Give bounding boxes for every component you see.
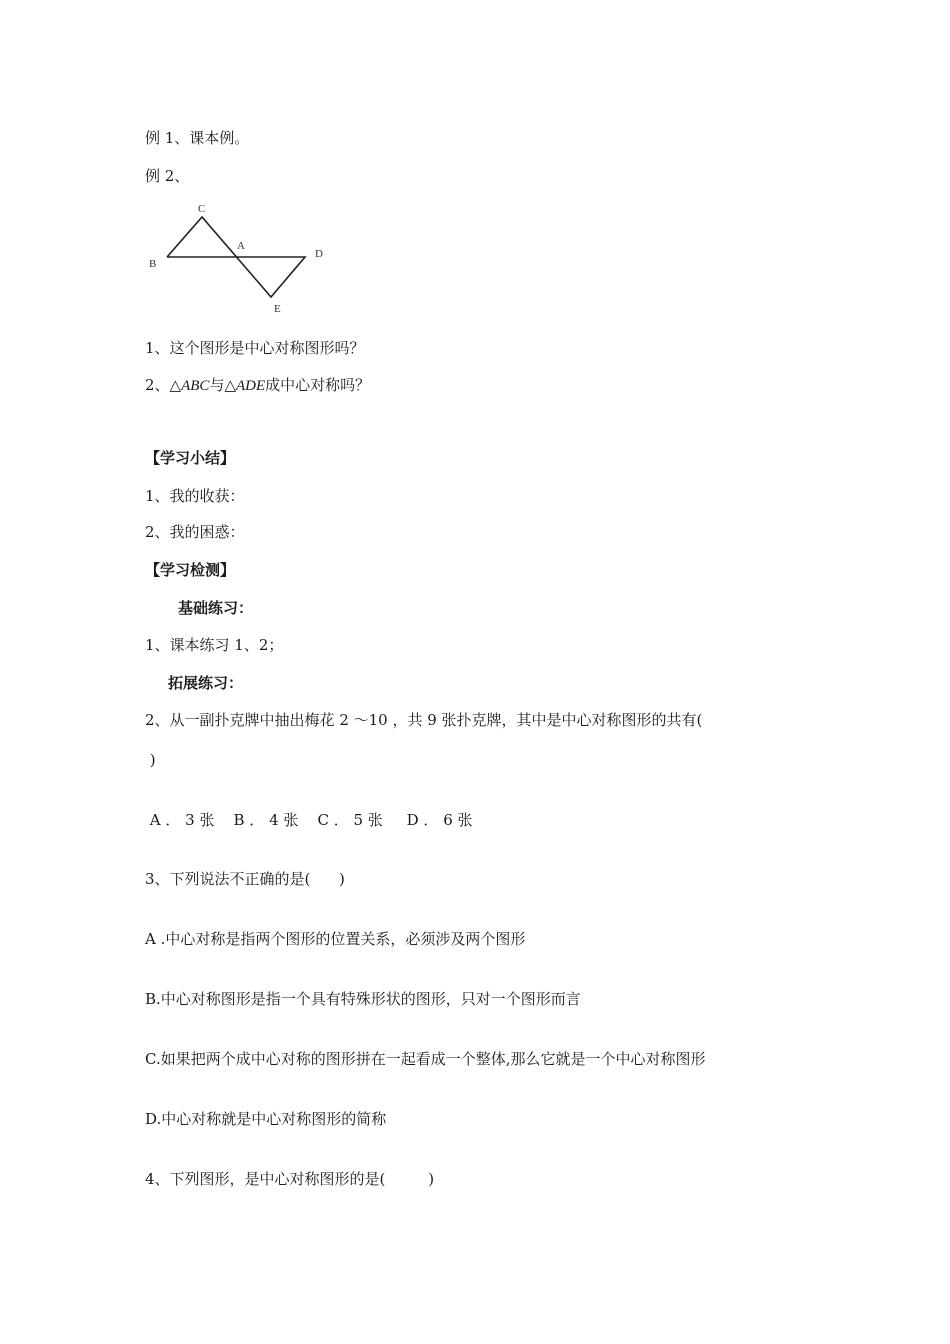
- option-d: D.中心对称就是中心对称图形的简称: [145, 1110, 387, 1128]
- label-e: E: [274, 303, 281, 315]
- summary-item-2: 2、我的困惑：: [145, 523, 245, 541]
- summary-item-1: 1、我的收获：: [145, 487, 245, 505]
- test-heading: 【学习检测】: [145, 561, 236, 579]
- question-ext-2-options: A ． 3 张 B ． 4 张 C ． 5 张 D ． 6 张: [145, 811, 473, 829]
- example-1: 例 1、课本例。: [145, 129, 250, 147]
- question-2: 2、△ABC与△ADE成中心对称吗？: [145, 376, 371, 394]
- question-ext-2: 2、从一副扑克牌中抽出梅花 2 ～10 ，共 9 张扑克牌，其中是中心对称图形的共有(: [145, 711, 703, 729]
- question-ext-2-cont: ): [145, 751, 156, 769]
- summary-heading: 【学习小结】: [145, 449, 236, 467]
- basic-practice-1: 1、课本练习 1、2；: [145, 636, 284, 654]
- option-b: B.中心对称图形是指一个具有特殊形状的图形，只对一个图形而言: [145, 990, 581, 1008]
- example-2: 例 2、: [145, 167, 190, 185]
- label-c: C: [198, 203, 206, 215]
- question-ext-3: 3、下列说法不正确的是( ): [145, 870, 345, 888]
- triangle-figure: [140, 195, 340, 320]
- option-c: C.如果把两个成中心对称的图形拼在一起看成一个整体,那么它就是一个中心对称图形: [145, 1050, 706, 1068]
- label-b: B: [149, 258, 157, 270]
- question-1: 1、这个图形是中心对称图形吗？: [145, 339, 365, 357]
- question-ext-4: 4、下列图形，是中心对称图形的是( ): [145, 1170, 435, 1188]
- label-d: D: [315, 248, 323, 260]
- figure-lines: [167, 217, 305, 297]
- extended-practice-heading: 拓展练习：: [168, 674, 244, 692]
- basic-practice-heading: 基础练习：: [178, 599, 254, 617]
- option-a: A .中心对称是指两个图形的位置关系，必须涉及两个图形: [145, 930, 526, 948]
- label-a: A: [237, 240, 245, 252]
